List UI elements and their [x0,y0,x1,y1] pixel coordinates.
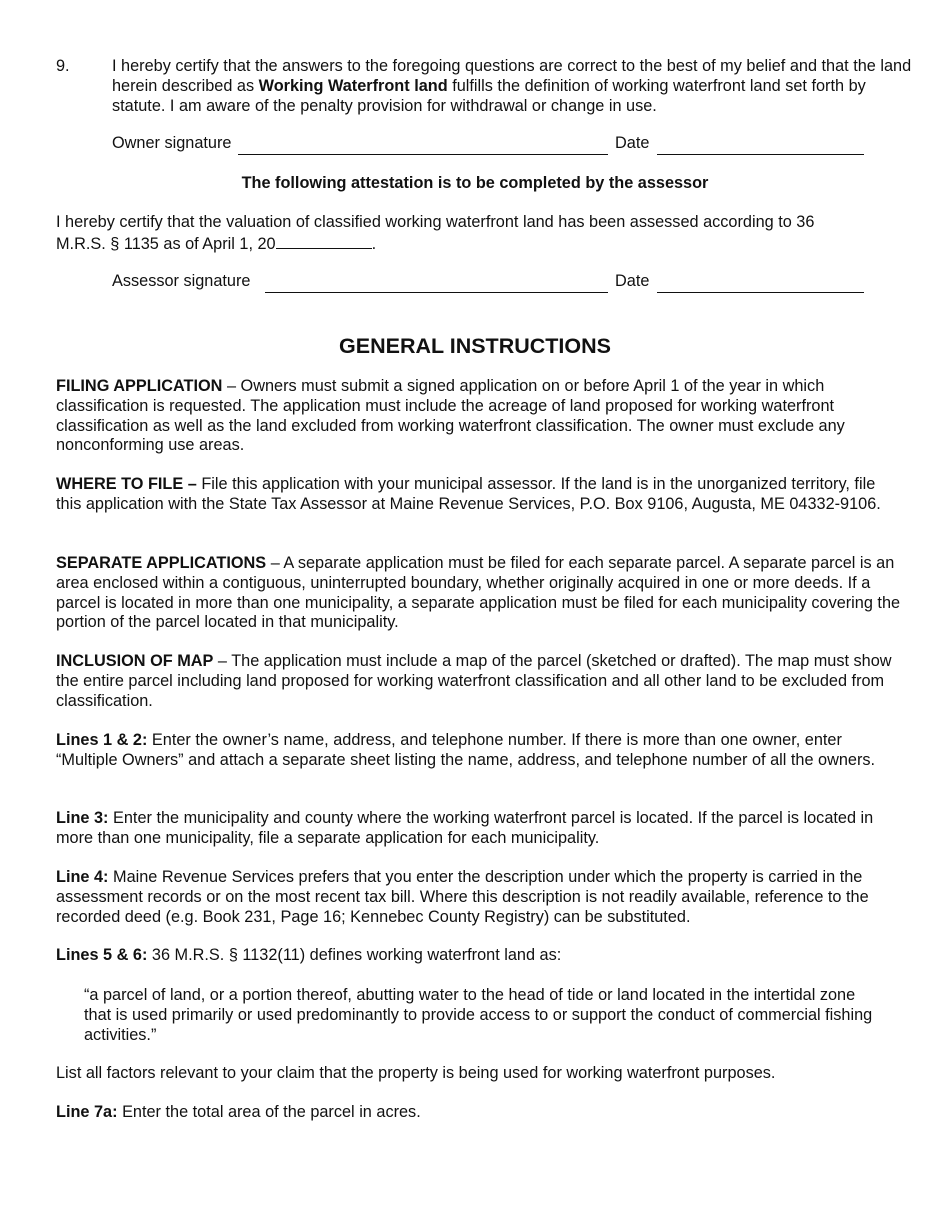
assessor-signature-row [112,272,872,294]
assessment-year-field[interactable] [276,233,372,249]
owner-signature-row [112,134,872,156]
separate-applications-paragraph: SEPARATE APPLICATIONS – A separate application must be filed for each separate parcel. A separate parcel is an area enclosed within a contiguous, uninterrupted boundary, whether originally acquired in one or more deeds. If a parcel is located in more than one municipality, a separate application must be filed for each municipality covering the portion of the parcel located in that municipality. [56,554,901,632]
item-number: 9. [56,57,70,75]
assessor-date-field[interactable] [657,272,864,293]
lines-1-2-paragraph: Lines 1 & 2: Enter the owner’s name, address, and telephone number. If there is more than one owner, enter “Multiple Owners” and attach a separate sheet listing the name, address, and telephone number of all the owners. [56,731,876,769]
line-4-paragraph: Line 4: Maine Revenue Services prefers that you enter the description under which the property is carried in the assessment records or on the most recent tax bill. Where this description is not readily available, reference to the recorded deed (e.g. Book 231, Page 16; Kennebec County Registry) can be substituted. [56,868,869,926]
working-waterfront-term: Working Waterfront land [258,76,448,95]
owner-date-label: Date [615,134,650,152]
working-waterfront-definition-quote: “a parcel of land, or a portion thereof, abutting water to the head of tide or land located in the intertidal zone that is used primarily or used predominantly to provide access to or support the conduct of commercial fishing activities.” [84,986,873,1044]
line-7a-paragraph: Line 7a: Enter the total area of the parcel in acres. [56,1103,421,1121]
assessor-signature-label: Assessor signature [112,272,251,290]
general-instructions-title: GENERAL INSTRUCTIONS [339,334,611,358]
where-to-file-paragraph: WHERE TO FILE – File this application with your municipal assessor. If the land is in the unorganized territory, file this application with the State Tax Assessor at Maine Revenue Services, P.O. Box 9106, Augusta, ME 04332-9106. [56,475,881,513]
certification-text: I hereby certify that the answers to the foregoing questions are correct to the best of my belief and that the land herein described as Working Waterfront land fulfills the definition of working waterfront land set forth by statute. I am aware of the penalty provision for withdrawal or change in use. [112,57,912,115]
assessor-certification-text: I hereby certify that the valuation of classified working waterfront land has been assessed according to 36 M.R.S. § 1135 as of April 1, 20 . [56,213,815,253]
assessor-signature-field[interactable] [265,272,608,293]
inclusion-of-map-paragraph: INCLUSION OF MAP – The application must include a map of the parcel (sketched or drafted). The map must show the entire parcel including land proposed for working waterfront classification and all other land to be excluded from classification. [56,652,892,710]
assessor-attestation-heading: The following attestation is to be completed by the assessor [241,174,709,192]
line-3-paragraph: Line 3: Enter the municipality and county where the working waterfront parcel is located. If the parcel is located in more than one municipality, file a separate application for each municipality. [56,809,874,847]
assessor-date-label: Date [615,272,650,290]
lines-5-6-paragraph: Lines 5 & 6: 36 M.R.S. § 1132(11) defines working waterfront land as: [56,946,562,964]
owner-signature-field[interactable] [238,134,608,155]
owner-signature-label: Owner signature [112,134,232,152]
factors-paragraph: List all factors relevant to your claim that the property is being used for working waterfront purposes. [56,1064,776,1082]
owner-date-field[interactable] [657,134,864,155]
filing-application-paragraph: FILING APPLICATION – Owners must submit a signed application on or before April 1 of the year in which classification is requested. The application must include the acreage of land proposed for working waterfront classification as well as the land excluded from working waterfront classification. The owner must exclude any nonconforming use areas. [56,377,845,455]
